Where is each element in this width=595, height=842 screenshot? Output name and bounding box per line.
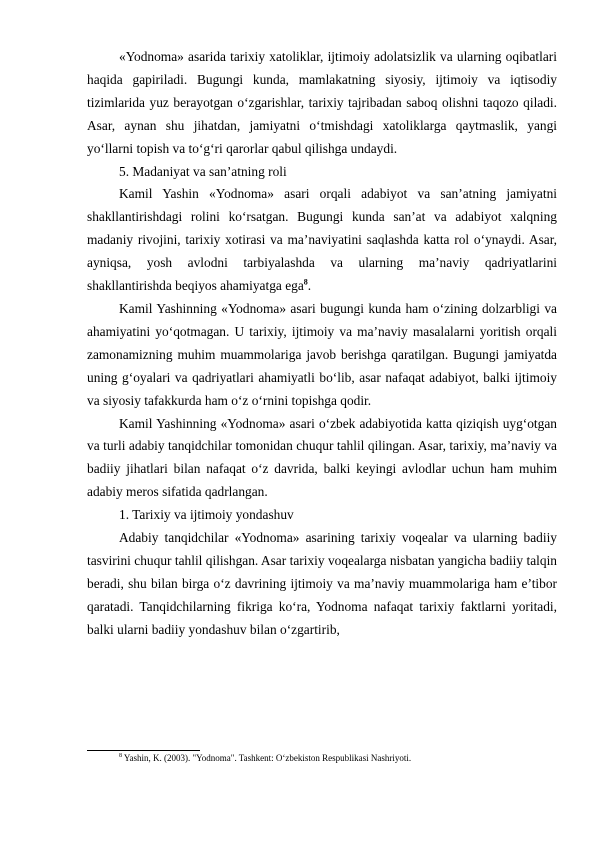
- footnote-divider: [87, 750, 200, 751]
- paragraph-culture-art: [87, 183, 557, 298]
- paragraph-culture-art-period: .: [307, 278, 312, 294]
- footnote-marker: 8: [119, 753, 122, 759]
- body-text: [87, 46, 557, 642]
- section-heading-culture-art: 5. Madaniyat va san’atning roli: [119, 163, 287, 179]
- paragraph-historical-analysis: Adabiy tanqidchilar «Yodnoma» asarining tarixiy voqealar va ularning badiiy tasvirini chuqur tahlil qilishgan. Asar tarixiy voqealarga nisbatan yangicha badiiy talqin beradi, shu bilan birga o‘z davrining ijtimoiy va ma’naviy muammolariga ham e’tibor qaratadi. Tanqidchilarning fikriga ko‘ra, Yodnoma nafaqat tarixiy faktlarni yoritadi, balki ularni badiiy yondashuv bilan o‘zgartirib,: [87, 530, 557, 637]
- footnote-text: Yashin, K. (2003). "Yodnoma". Tashkent: O‘zbekiston Respublikasi Nashriyoti.: [122, 753, 412, 763]
- section-heading-historical-social: 1. Tarixiy va ijtimoiy yondashuv: [119, 507, 294, 523]
- paragraph-critical-reception: Kamil Yashinning «Yodnoma» asari o‘zbek adabiyotida katta qiziqish uyg‘otgan va turli adabiy tanqidchilar tomonidan chuqur tahlil qilingan. Asar, tarixiy, ma’naviy va badiiy jihatlari bilan nafaqat o‘z davrida, balki keyingi avlodlar uchun ham muhim adabiy meros sifatida qadrlangan.: [87, 415, 557, 500]
- paragraph-relevance: Kamil Yashinning «Yodnoma» asari bugungi kunda ham o‘zining dolzarbligi va ahamiyatini yo‘qotmagan. U tarixiy, ijtimoiy va ma’naviy masalalarni yoritish orqali zamonamizning muhim muammolariga javob berishga qaratilgan. Bugungi jamiyatda uning g‘oyalari va qadriyatlari ahamiyatli bo‘lib, asar nafaqat adabiyot, balki ijtimoiy va siyosiy tafakkurda ham o‘z o‘rnini topishga qodir.: [87, 300, 557, 408]
- paragraph-yodnoma-errors: «Yodnoma» asarida tarixiy xatoliklar, ijtimoiy adolatsizlik va ularning oqibatlari haqida gapiriladi. Bugungi kunda, mamlakatning siyosiy, ijtimoiy va iqtisodiy tizimlarida yuz berayotgan o‘zgarishlar, tarixiy tajribadan saboq olishni taqozo qiladi. Asar, aynan shu jihatdan, jamiyatni o‘tmishdagi xatoliklarga qaytmaslik, yangi yo‘llarni topish va to‘g‘ri qarorlar qabul qilishga undaydi.: [87, 49, 557, 156]
- footnote: [119, 753, 559, 764]
- footnote-reference[interactable]: 8: [303, 277, 308, 287]
- paragraph-culture-art-text: Kamil Yashin «Yodnoma» asari orqali adabiyot va san’atning jamiyatni shakllantirishdagi rolini ko‘rsatgan. Bugungi kunda san’at va adabiyot xalqning madaniy rivojini, tarixiy xotirasi va ma’naviyatini saqlashda katta rol o‘ynaydi. Asar, ayniqsa, yosh avlodni tarbiyalashda va ularning ma’naviy qadriyatlarini shakllantirishda beqiyos ahamiyatga ega: [87, 186, 557, 294]
